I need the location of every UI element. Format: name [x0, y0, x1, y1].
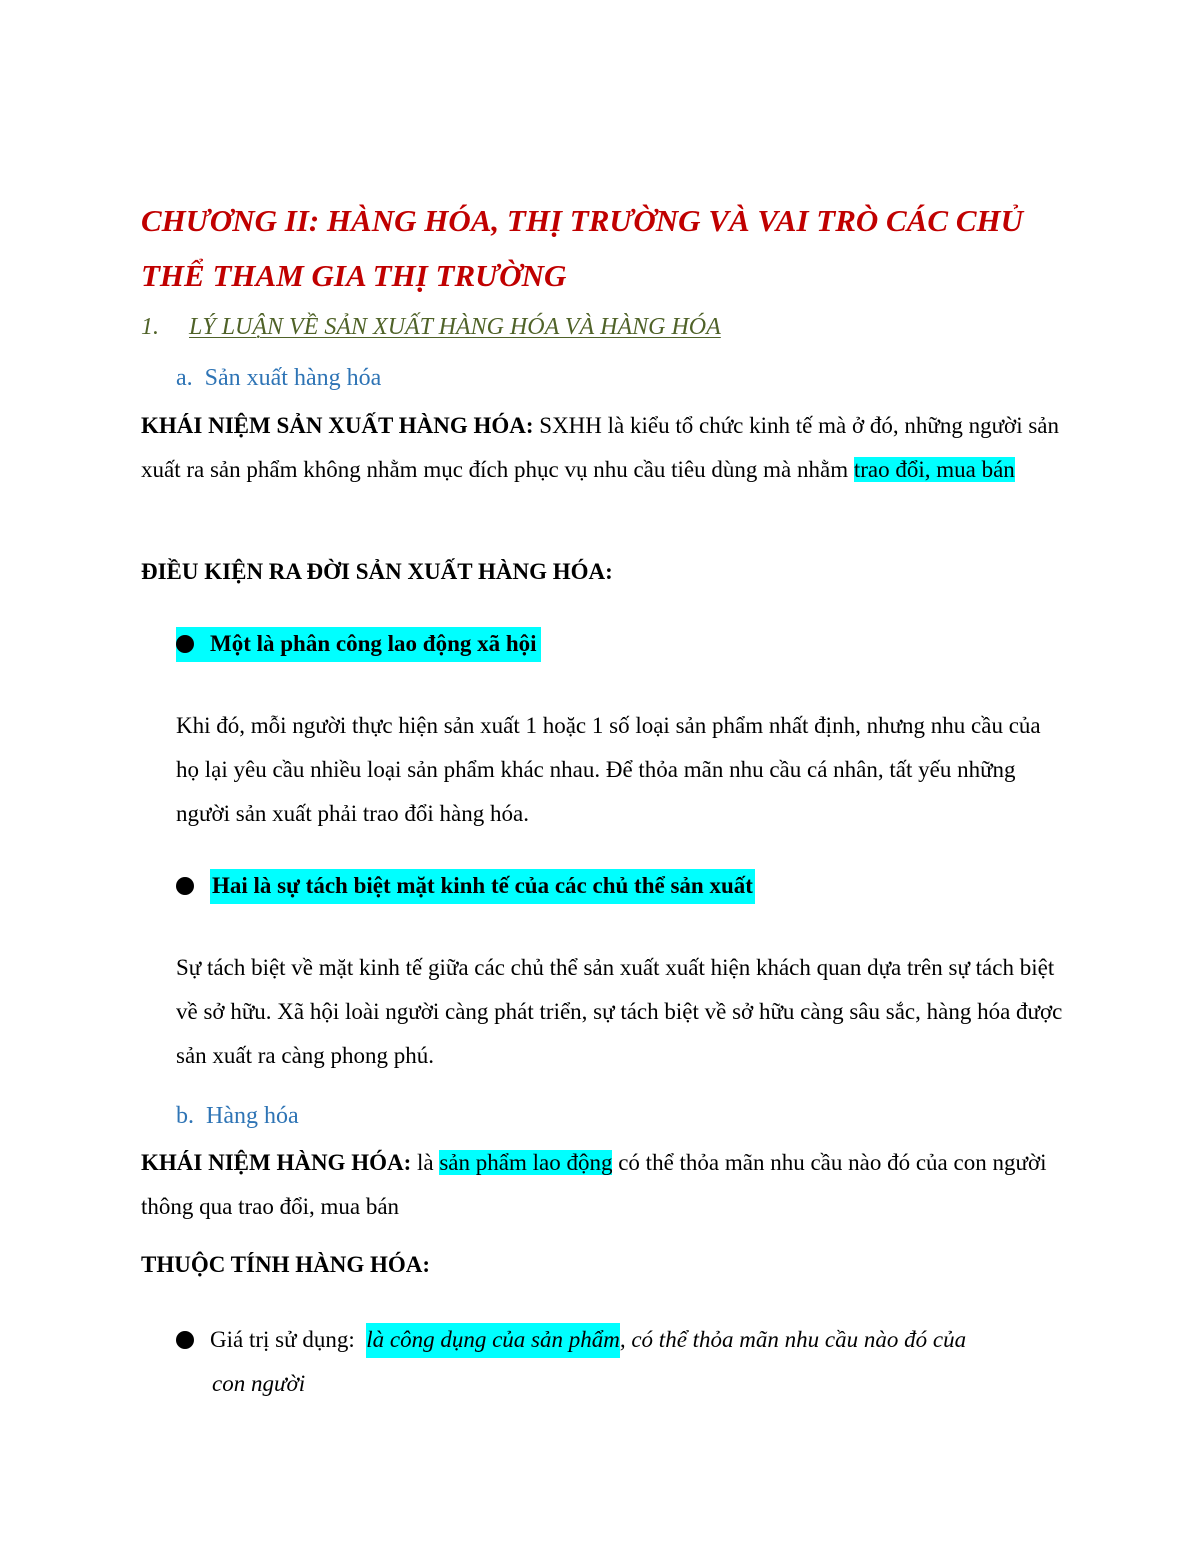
use-value-highlight: là công dụng của sản phẩm: [366, 1323, 620, 1358]
goods-concept-highlight: sản phẩm lao động: [439, 1150, 613, 1175]
subsection-b-heading: [176, 1097, 299, 1135]
goods-concept: [141, 1141, 1061, 1229]
attributes-label: THUỘC TÍNH HÀNG HÓA:: [141, 1252, 431, 1277]
goods-concept-pre: là: [411, 1150, 440, 1175]
bullet-icon: [176, 877, 194, 895]
section-1-heading: [141, 308, 721, 346]
use-value-item: [176, 1318, 1066, 1406]
goods-concept-post: có thể thỏa mãn nhu cầu nào đó của con người thông qua trao đổi, mua bán: [141, 1150, 1047, 1219]
subsection-a-letter: a.: [176, 365, 193, 391]
use-value-rest-line-2: con người: [212, 1371, 306, 1396]
goods-production-concept: [141, 404, 1061, 492]
use-value-line-1: [176, 1318, 1066, 1362]
goods-production-concept-highlight: trao đổi, mua bán: [853, 457, 1015, 482]
subsection-a-title: Sản xuất hàng hóa: [204, 365, 382, 391]
goods-production-concept-text: SXHH là kiểu tổ chức kinh tế mà ở đó, những người sản xuất ra sản phẩm không nhằm mục đích phục vụ nhu cầu tiêu dùng mà nhằm: [141, 413, 1060, 482]
bullet-icon: [176, 635, 194, 653]
subsection-a-heading: [176, 359, 381, 397]
section-1-title: LÝ LUẬN VỀ SẢN XUẤT HÀNG HÓA VÀ HÀNG HÓA: [189, 314, 721, 340]
condition-1-item: [176, 622, 541, 666]
use-value-label: Giá trị sử dụng:: [210, 1327, 355, 1352]
subsection-b-letter: b.: [176, 1103, 194, 1129]
chapter-title: CHƯƠNG II: HÀNG HÓA, THỊ TRƯỜNG VÀ VAI TRÒ CÁC CHỦ THỂ THAM GIA THỊ TRƯỜNG: [141, 203, 1024, 293]
section-1-number: 1.: [141, 314, 159, 340]
bullet-icon: [176, 1331, 194, 1349]
condition-1-text: Khi đó, mỗi người thực hiện sản xuất 1 hoặc 1 số loại sản phẩm nhất định, nhưng nhu cầu của họ lại yêu cầu nhiều loại sản phẩm khác nhau. Để thỏa mãn nhu cầu cá nhân, tất yếu những người sản xuất phải trao đổi hàng hóa.: [176, 713, 1041, 826]
conditions-label: ĐIỀU KIỆN RA ĐỜI SẢN XUẤT HÀNG HÓA:: [141, 559, 613, 584]
use-value-rest-line-1: , có thể thỏa mãn nhu cầu nào đó của: [619, 1327, 967, 1352]
condition-2-text: Sự tách biệt về mặt kinh tế giữa các chủ thể sản xuất xuất hiện khách quan dựa trên sự tách biệt về sở hữu. Xã hội loài người càng phát triển, sự tách biệt về sở hữu càng sâu sắc, hàng hóa được sản xuất ra càng phong phú.: [176, 955, 1063, 1068]
subsection-b-title: Hàng hóa: [206, 1103, 299, 1129]
condition-1-highlight-box: [176, 627, 541, 662]
goods-concept-label: KHÁI NIỆM HÀNG HÓA:: [141, 1150, 412, 1175]
condition-1-title: Một là phân công lao động xã hội: [210, 631, 537, 656]
condition-2-item: [176, 864, 755, 908]
condition-2-title: Hai là sự tách biệt mặt kinh tế của các chủ thể sản xuất: [210, 869, 755, 904]
goods-production-concept-label: KHÁI NIỆM SẢN XUẤT HÀNG HÓA:: [141, 413, 534, 438]
